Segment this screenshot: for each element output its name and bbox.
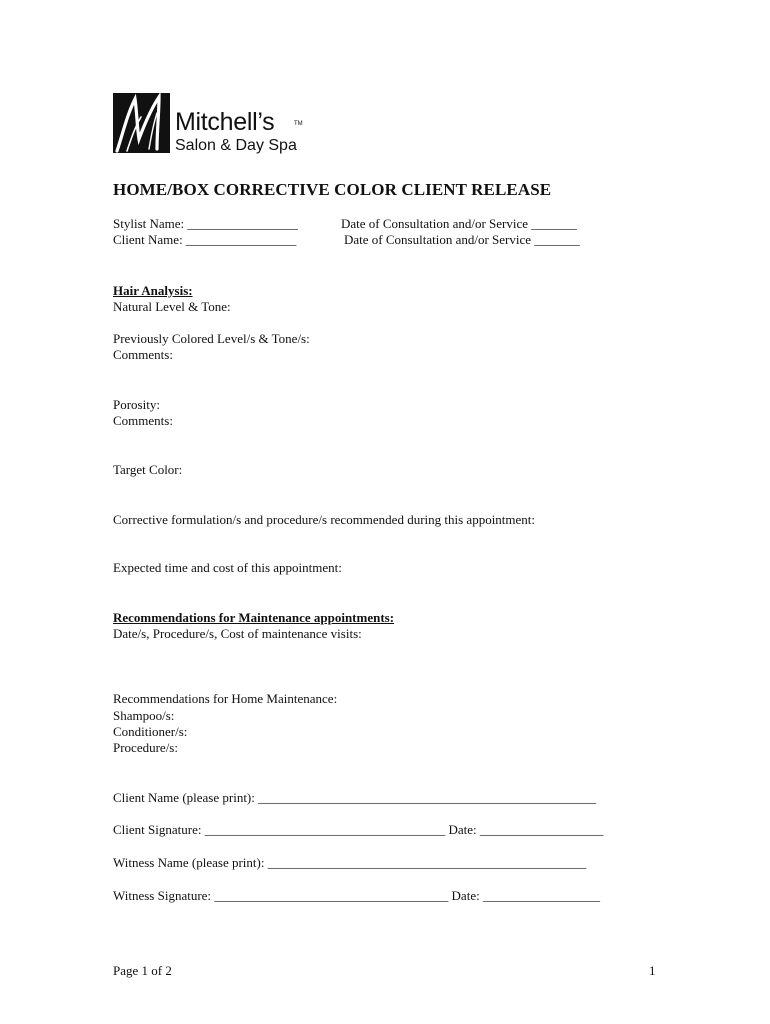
page-label: Page 1 of 2 xyxy=(113,963,172,978)
target-color-label: Target Color: xyxy=(113,462,183,477)
shampoo-label: Shampoo/s: xyxy=(113,708,175,723)
form-title: HOME/BOX CORRECTIVE COLOR CLIENT RELEASE xyxy=(113,180,552,199)
stylist-name-field: Stylist Name: _________________ xyxy=(113,216,298,231)
comments-label-1: Comments: xyxy=(113,347,173,362)
hair-analysis-heading: Hair Analysis: xyxy=(113,283,193,298)
procedure-label: Procedure/s: xyxy=(113,740,178,755)
client-signature-field: Client Signature: _____________________________________ Date: ___________________ xyxy=(113,822,604,837)
home-maintenance-heading: Recommendations for Home Maintenance: xyxy=(113,691,338,706)
consultation-date-field-2: Date of Consultation and/or Service _______ xyxy=(344,232,580,247)
conditioner-label: Conditioner/s: xyxy=(113,724,188,739)
client-name-print-field: Client Name (please print): ____________________________________________________ xyxy=(113,790,597,805)
witness-signature-field: Witness Signature: ____________________________________ Date: __________________ xyxy=(113,888,600,903)
client-name-field: Client Name: _________________ xyxy=(113,232,297,247)
previously-colored-label: Previously Colored Level/s & Tone/s: xyxy=(113,331,310,346)
comments-label-2: Comments: xyxy=(113,413,173,428)
trademark-mark: TM xyxy=(294,121,303,127)
consultation-date-field-1: Date of Consultation and/or Service _______ xyxy=(341,216,577,231)
porosity-label: Porosity: xyxy=(113,397,160,412)
corrective-formulation-label: Corrective formulation/s and procedure/s recommended during this appointment: xyxy=(113,512,536,527)
brand-name: Mitchell’s xyxy=(175,108,275,136)
expected-time-cost-label: Expected time and cost of this appointment: xyxy=(113,560,342,575)
maintenance-visits-label: Date/s, Procedure/s, Cost of maintenance visits: xyxy=(113,626,362,641)
maintenance-heading: Recommendations for Maintenance appointments: xyxy=(113,610,395,625)
natural-level-label: Natural Level & Tone: xyxy=(113,299,231,314)
witness-name-print-field: Witness Name (please print): _________________________________________________ xyxy=(113,855,587,870)
salon-logo-mark xyxy=(113,93,170,153)
page-number: 1 xyxy=(649,963,656,978)
brand-subtitle: Salon & Day Spa xyxy=(175,137,297,154)
